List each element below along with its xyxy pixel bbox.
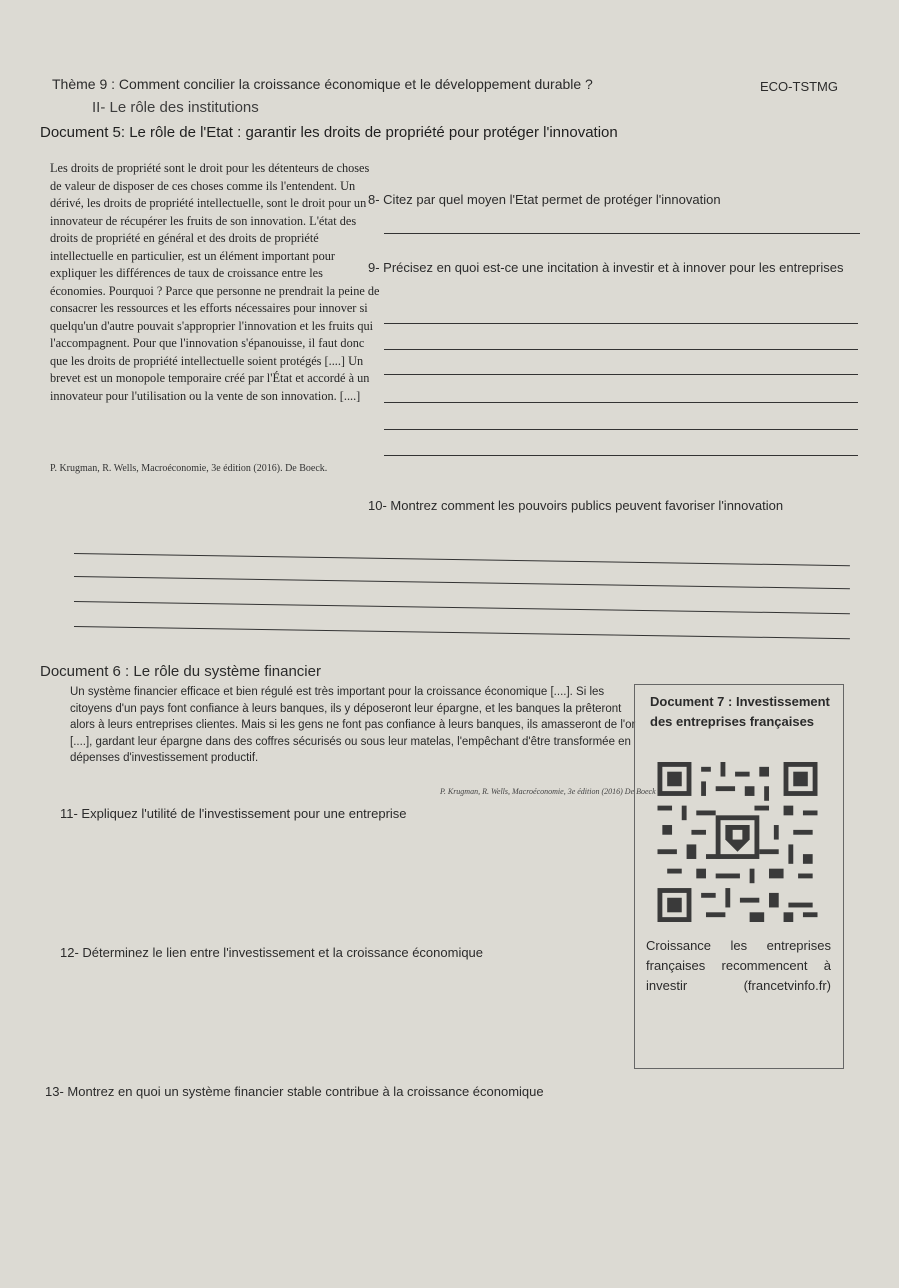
section-title: II- Le rôle des institutions bbox=[92, 99, 259, 116]
answer-line[interactable] bbox=[74, 553, 850, 566]
document7-title: Document 7 : Investissement des entreprises françaises bbox=[650, 694, 830, 729]
question-12: 12- Déterminez le lien entre l'investissement et la croissance économique bbox=[60, 945, 484, 960]
document5-title: Document 5: Le rôle de l'Etat : garantir les droits de propriété pour protéger l'innovation bbox=[40, 124, 618, 141]
question-13: 13- Montrez en quoi un système financier stable contribue à la croissance économique bbox=[45, 1084, 544, 1099]
answer-line[interactable] bbox=[74, 626, 850, 639]
document7-caption[interactable]: Croissance les entreprises françaises recommencent à investir (francetvinfo.fr) bbox=[646, 938, 831, 993]
answer-line[interactable] bbox=[384, 323, 858, 324]
answer-line[interactable] bbox=[74, 576, 850, 589]
theme-title: Thème 9 : Comment concilier la croissance économique et le développement durable ? bbox=[52, 76, 593, 92]
question-10: 10- Montrez comment les pouvoirs publics peuvent favoriser l'innovation bbox=[368, 498, 784, 513]
question-8: 8- Citez par quel moyen l'Etat permet de protéger l'innovation bbox=[368, 192, 721, 207]
answer-line[interactable] bbox=[384, 349, 858, 350]
document5-text: Les droits de propriété sont le droit pour les détenteurs de choses de valeur de disposer de ces choses comme ils l'entendent. Un dérivé, les droits de propriété intellectuelle, sont le droit pour un innovateur de récupérer les fruits de son innovation. L'état des droits de propriété en général et des droits de propriété intellectuelle en particulier, est un élément important pour expliquer les différences de taux de croissance entre les économies. Pourquoi ? Parce que personne ne prendrait la peine de consacrer les ressources et les efforts nécessaires pour innover si quelqu'un d'autre pouvait s'approprier l'innovation et les fruits qui l'accompagnent. Pour que l'innovation s'épanouisse, il faut donc que les droits de propriété intellectuelle soient protégés [....] Un brevet est un monopole temporaire créé par l'État et accordé à un innovateur pour l'utilisation ou la vente de son innovation. [....] bbox=[50, 161, 380, 403]
answer-line[interactable] bbox=[384, 374, 858, 375]
answer-line[interactable] bbox=[384, 402, 858, 403]
document6-source: P. Krugman, R. Wells, Macroéconomie, 3e édition (2016) De Boeck bbox=[440, 787, 656, 796]
document6-title: Document 6 : Le rôle du système financier bbox=[40, 663, 321, 680]
answer-line[interactable] bbox=[74, 601, 850, 614]
answer-line[interactable] bbox=[384, 429, 858, 430]
question-9: 9- Précisez en quoi est-ce une incitation à investir et à innover pour les entreprises bbox=[368, 260, 844, 275]
answer-line[interactable] bbox=[384, 455, 858, 456]
question-11: 11- Expliquez l'utilité de l'investissement pour une entreprise bbox=[60, 806, 407, 821]
document5-source: P. Krugman, R. Wells, Macroéconomie, 3e édition (2016). De Boeck. bbox=[50, 463, 328, 474]
qr-code-icon[interactable] bbox=[655, 762, 820, 922]
document6-text: Un système financier efficace et bien régulé est très important pour la croissance économique [....]. Si les citoyens d'un pays font confiance à leurs banques, ils y déposeront leur épargne, et les banques la prêteront alors à leurs entreprises clientes. Mais si les gens ne font pas confiance à leurs banques, ils amasseront de l'or [....], gardant leur épargne dans des coffres sécurisés ou sous leur matelas, l'empêchant d'être transformée en dépenses d'investissement productif. bbox=[70, 686, 636, 764]
class-tag: ECO-TSTMG bbox=[760, 79, 838, 94]
answer-line[interactable] bbox=[384, 233, 860, 234]
